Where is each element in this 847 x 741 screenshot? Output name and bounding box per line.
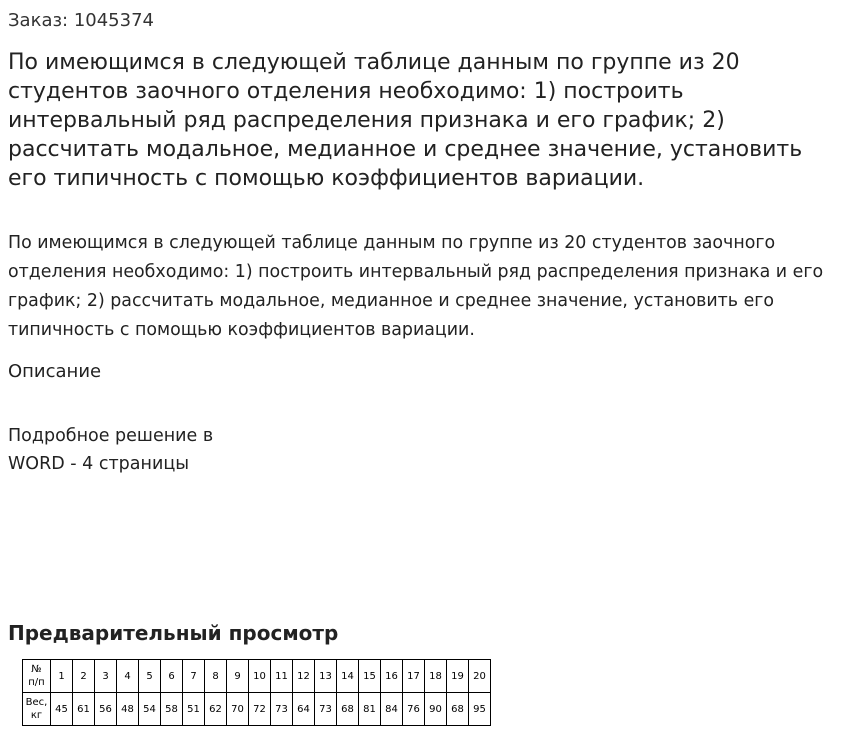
table-header-weight-line1: Вес, [25,697,48,708]
table-cell-weight: 73 [315,693,337,726]
table-cell-number: 6 [161,660,183,693]
task-body: По имеющимся в следующей таблице данным по группе из 20 студентов заочного отделения необходимо: 1) построить интервальный ряд распределения признака и его график; 2) рассчитать модальное, медианное и среднее значение, установить его типичность с помощью коэффициентов вариации. [8,233,824,340]
table-cell-weight: 61 [73,693,95,726]
table-cell-number: 16 [381,660,403,693]
preview-title: Предварительный просмотр [8,621,339,645]
table-cell-number: 17 [403,660,425,693]
table-cell-weight: 45 [51,693,73,726]
table-cell-number: 11 [271,660,293,693]
table-cell-weight: 95 [469,693,491,726]
table-cell-weight: 51 [183,693,205,726]
table-cell-number: 7 [183,660,205,693]
order-number: Заказ: 1045374 [8,10,154,31]
table-header-number-line1: № [31,664,42,675]
table-header-weight-line2: кг [30,710,43,721]
table-header-number-line2: п/п [28,677,45,688]
table-cell-number: 14 [337,660,359,693]
table-cell-number: 8 [205,660,227,693]
table-cell-weight: 56 [95,693,117,726]
table-cell-number: 2 [73,660,95,693]
table-cell-weight: 72 [249,693,271,726]
table-cell-weight: 64 [293,693,315,726]
table-cell-number: 15 [359,660,381,693]
table-cell-number: 4 [117,660,139,693]
table-cell-number: 9 [227,660,249,693]
table-cell-weight: 58 [161,693,183,726]
table-cell-number: 12 [293,660,315,693]
preview-table [22,659,491,726]
table-header-number [23,660,51,693]
table-row-weights [23,693,491,726]
table-cell-weight: 90 [425,693,447,726]
table-cell-number: 10 [249,660,271,693]
table-cell-number: 1 [51,660,73,693]
table-cell-number: 13 [315,660,337,693]
table-cell-weight: 84 [381,693,403,726]
table-cell-weight: 62 [205,693,227,726]
table-cell-weight: 68 [447,693,469,726]
description-text: Подробное решение в WORD - 4 страницы [8,426,214,474]
table-cell-weight: 73 [271,693,293,726]
table-cell-number: 19 [447,660,469,693]
table-cell-number: 3 [95,660,117,693]
table-row-numbers [23,660,491,693]
table-cell-weight: 76 [403,693,425,726]
table-cell-weight: 54 [139,693,161,726]
description-label: Описание [8,361,102,382]
table-cell-number: 18 [425,660,447,693]
task-heading: По имеющимся в следующей таблице данным по группе из 20 студентов заочного отделения необходимо: 1) построить интервальный ряд распределения признака и его график; 2) рассчитать модальное, медианное и среднее значение, установить его типичность с помощью коэффициентов вариации. [8,50,803,191]
table-header-weight [23,693,51,726]
table-cell-weight: 48 [117,693,139,726]
table-cell-weight: 81 [359,693,381,726]
table-cell-number: 5 [139,660,161,693]
table-cell-weight: 70 [227,693,249,726]
preview-image [22,659,491,726]
table-cell-number: 20 [469,660,491,693]
table-cell-weight: 68 [337,693,359,726]
